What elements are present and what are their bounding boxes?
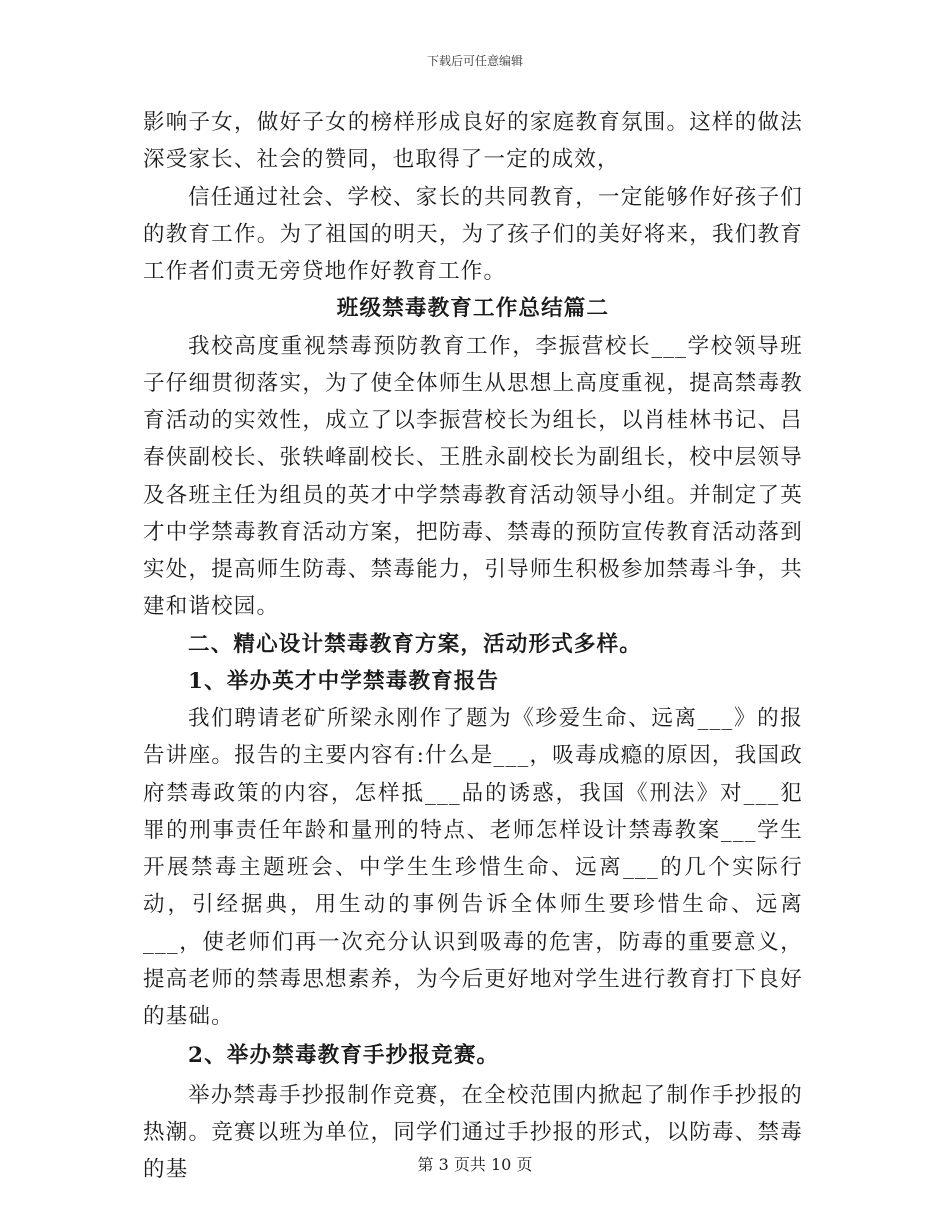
heading-item-two: 2、举办禁毒教育手抄报竞赛。 [188, 1043, 500, 1069]
paragraph-conclusion: 信任通过社会、学校、家长的共同教育，一定能够作好孩子们的教育工作。为了祖国的明天，为了孩子们的美好将来，我们教育工作者们责无旁贷地作好教育工作。 [143, 184, 803, 284]
page-footer: 第 3 页共 10 页 [417, 1155, 533, 1174]
page-header: 下载后可任意编辑 [426, 54, 523, 68]
document-body [143, 104, 803, 1188]
paragraph-competition: 举办禁毒手抄报制作竞赛，在全校范围内掀起了制作手抄报的热潮。竞赛以班为单位，同学们通过手抄报的形式，以防毒、禁毒的基 [143, 1082, 803, 1182]
heading-item-one: 1、举办英才中学禁毒教育报告 [188, 668, 500, 694]
paragraph-report: 我们聘请老矿所梁永刚作了题为《珍爱生命、远离___》的报告讲座。报告的主要内容有:什么是___，吸毒成瘾的原因，我国政府禁毒政策的内容，怎样抵___品的诱惑，我国《刑法》对___犯罪的刑事责任年龄和量刑的特点、老师怎样设计禁毒教案___学生开展禁毒主题班会、中学生生珍惜生命、远离___的几个实际行动，引经据典，用生动的事例告诉全体师生要珍惜生命、远离___，使老师们再一次充分认识到吸毒的危害，防毒的重要意义，提高老师的禁毒思想素养，为今后更好地对学生进行教育打下良好的基础。 [143, 706, 803, 1029]
paragraph-continuation: 影响子女，做好子女的榜样形成良好的家庭教育氛围。这样的做法深受家长、社会的赞同，也取得了一定的成效， [143, 110, 803, 173]
section-title: 班级禁毒教育工作总结篇二 [336, 296, 610, 322]
paragraph-intro: 我校高度重视禁毒预防教育工作，李振营校长___学校领导班子仔细贯彻落实，为了使全体师生从思想上高度重视，提高禁毒教育活动的实效性，成立了以李振营校长为组长，以肖桂林书记、吕春侠副校长、张轶峰副校长、王胜永副校长为副组长，校中层领导及各班主任为组员的英才中学禁毒教育活动领导小组。并制定了英才中学禁毒教育活动方案，把防毒、禁毒的预防宣传教育活动落到实处，提高师生防毒、禁毒能力，引导师生积极参加禁毒斗争，共建和谐校园。 [143, 333, 803, 620]
heading-section-two: 二、精心设计禁毒教育方案，活动形式多样。 [188, 631, 643, 657]
